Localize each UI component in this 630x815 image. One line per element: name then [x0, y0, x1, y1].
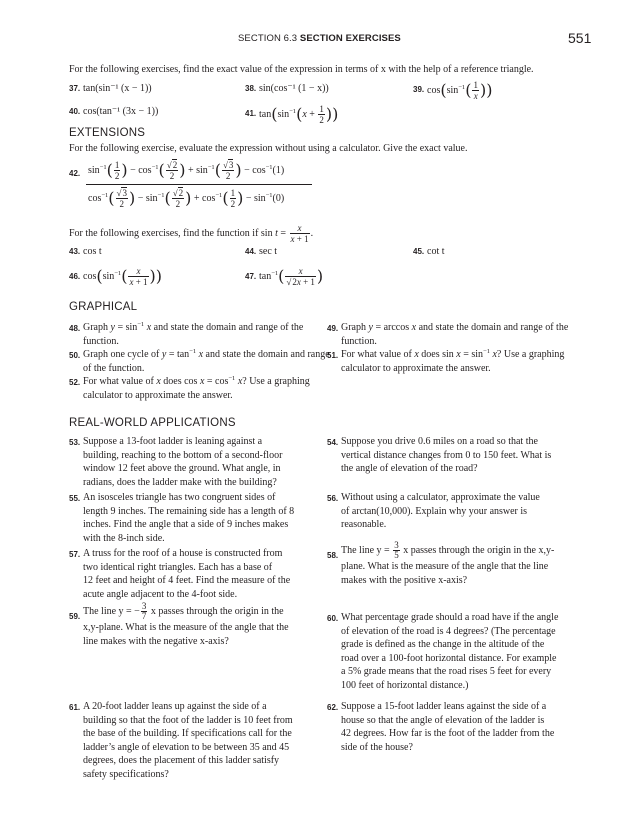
instructions-find-function: For the following exercises, find the function if sin t = $\frac{x}{x + 1}$ . [69, 223, 314, 244]
exercise-47-expression: $\tan^{-1}$( $\frac{x}{√2x + 1}$ ) [259, 266, 324, 287]
exercise-46-expression: $\cos(\sin^{-1}$( $\frac{x}{x + 1}$ )) [83, 266, 163, 287]
exercise-54-text: Suppose you drive 0.6 miles on a road so that the vertical distance changes from 0 to 150 feet. What is the angle of elevation of the road? [341, 436, 552, 474]
exercise-62-text: Suppose a 15-foot ladder leans against the side of a house so that the angle of elevation of the ladder is 42 degrees. How far is the foot of the ladder from the side of the house? [341, 701, 555, 753]
exercise-45-expression: cot t [427, 246, 445, 257]
section-number: SECTION 6.3 [238, 33, 298, 44]
exercise-42-expression: $\sin^{-1}$( $\frac{1}{2}$ ) − $\cos^{-1}$( $\frac{√2}{2}$ ) + $\sin^{-1}$( $\frac{√3}{2}$ ) − $\cos^{-1}(1)$ $\cos^{-1}$( $\frac{√3}{2}$ ) − $\sin^{-1}$( $\frac{√2}{2}$ ) + $\cos^{-1}$( $\frac{1}{2}$ ) − $\sin^{-1}(0)$ [86, 160, 386, 209]
exercise-38-expression: sin(cos⁻¹ (1 − x)) [259, 83, 329, 94]
extensions-heading: EXTENSIONS [69, 127, 146, 139]
exercise-49-text: Graph y = arccos x and state the domain and range of the function. [341, 322, 569, 347]
page-number: 551 [568, 30, 592, 46]
exercise-50-text: Graph one cycle of $y = \tan^{-1} x$ and state the domain and range of the function. [83, 348, 330, 374]
exercise-56-text: Without using a calculator, approximate the value of arctan(10,000). Explain why your answer is reasonable. [341, 492, 540, 530]
exercise-48-text: Graph $y = \sin^{-1} x$ and state the domain and range of the function. [83, 321, 304, 347]
exercise-39-expression: $\cos(\sin^{-1}$( $\frac{1}{x}$ )) [427, 80, 493, 101]
exercise-52-text: For what value of x does $\cos x = \cos^{-1} x$? Use a graphing calculator to approximate the answer. [83, 375, 310, 401]
exercise-58-text: The line y = $\frac{3}{5}$ x passes through the origin in the x,y- plane. What is the measure of the angle that the line makes with the positive x-axis? [341, 540, 555, 586]
graphical-heading: GRAPHICAL [69, 301, 138, 313]
exercise-61-text: A 20-foot ladder leans up against the side of a building so that the foot of the ladder is 10 feet from the base of the building. If specifications call for the ladder’s angle of elevation to be between 35 and 45 degrees, does the placement of this ladder satisfy safety specifications? [83, 701, 293, 780]
exercise-41-expression: $\tan(\sin^{-1}(x$ + $\frac{1}{2}$ )) [259, 104, 339, 125]
exercise-55-text: An isosceles triangle has two congruent sides of length 9 inches. The remaining side has a length of 8 inches. Find the angle that a side of 9 inches makes with the 8-inch side. [83, 492, 295, 544]
instructions-extensions: For the following exercise, evaluate the expression without using a calculator. Give the exact value. [69, 143, 468, 154]
exercise-44-expression: sec t [259, 246, 278, 257]
running-header [238, 33, 401, 44]
exercise-53-text: Suppose a 13-foot ladder is leaning against a building, reaching to the bottom of a second-floor window 12 feet above the ground. What angle, in radians, does the ladder make with the building? [83, 436, 283, 488]
exercise-51-text: For what value of x does $\sin x = \sin^{-1} x$? Use a graphing calculator to approximate the answer. [341, 348, 565, 374]
exercise-59-text: The line y = − $\frac{3}{7}$ x passes through the origin in the x,y-plane. What is the measure of the angle that the line makes with the negative x-axis? [83, 601, 289, 647]
exercise-37-expression: tan(sin⁻¹ (x − 1)) [83, 83, 152, 94]
exercise-40-expression: cos(tan⁻¹ (3x − 1)) [83, 106, 159, 117]
exercise-57-text: A truss for the roof of a house is constructed from two identical right triangles. Each has a base of 12 feet and height of 4 feet. Find the measure of the acute angle adjacent to the 4-foot side. [83, 548, 291, 600]
exercise-43-expression: cos t [83, 246, 102, 257]
section-title: SECTION EXERCISES [299, 33, 401, 44]
instructions-reference-triangle: For the following exercises, find the exact value of the expression in terms of x with the help of a reference triangle. [69, 64, 534, 75]
applications-heading: REAL-WORLD APPLICATIONS [69, 417, 236, 429]
exercise-60-text: What percentage grade should a road have if the angle of elevation of the road is 4 degrees? (The percentage grade is defined as the change in the altitude of the road over a 100-foot horizontal distance. For example a 5% grade means that the road rises 5 feet for every 100 feet of horizontal distance.) [341, 612, 559, 691]
